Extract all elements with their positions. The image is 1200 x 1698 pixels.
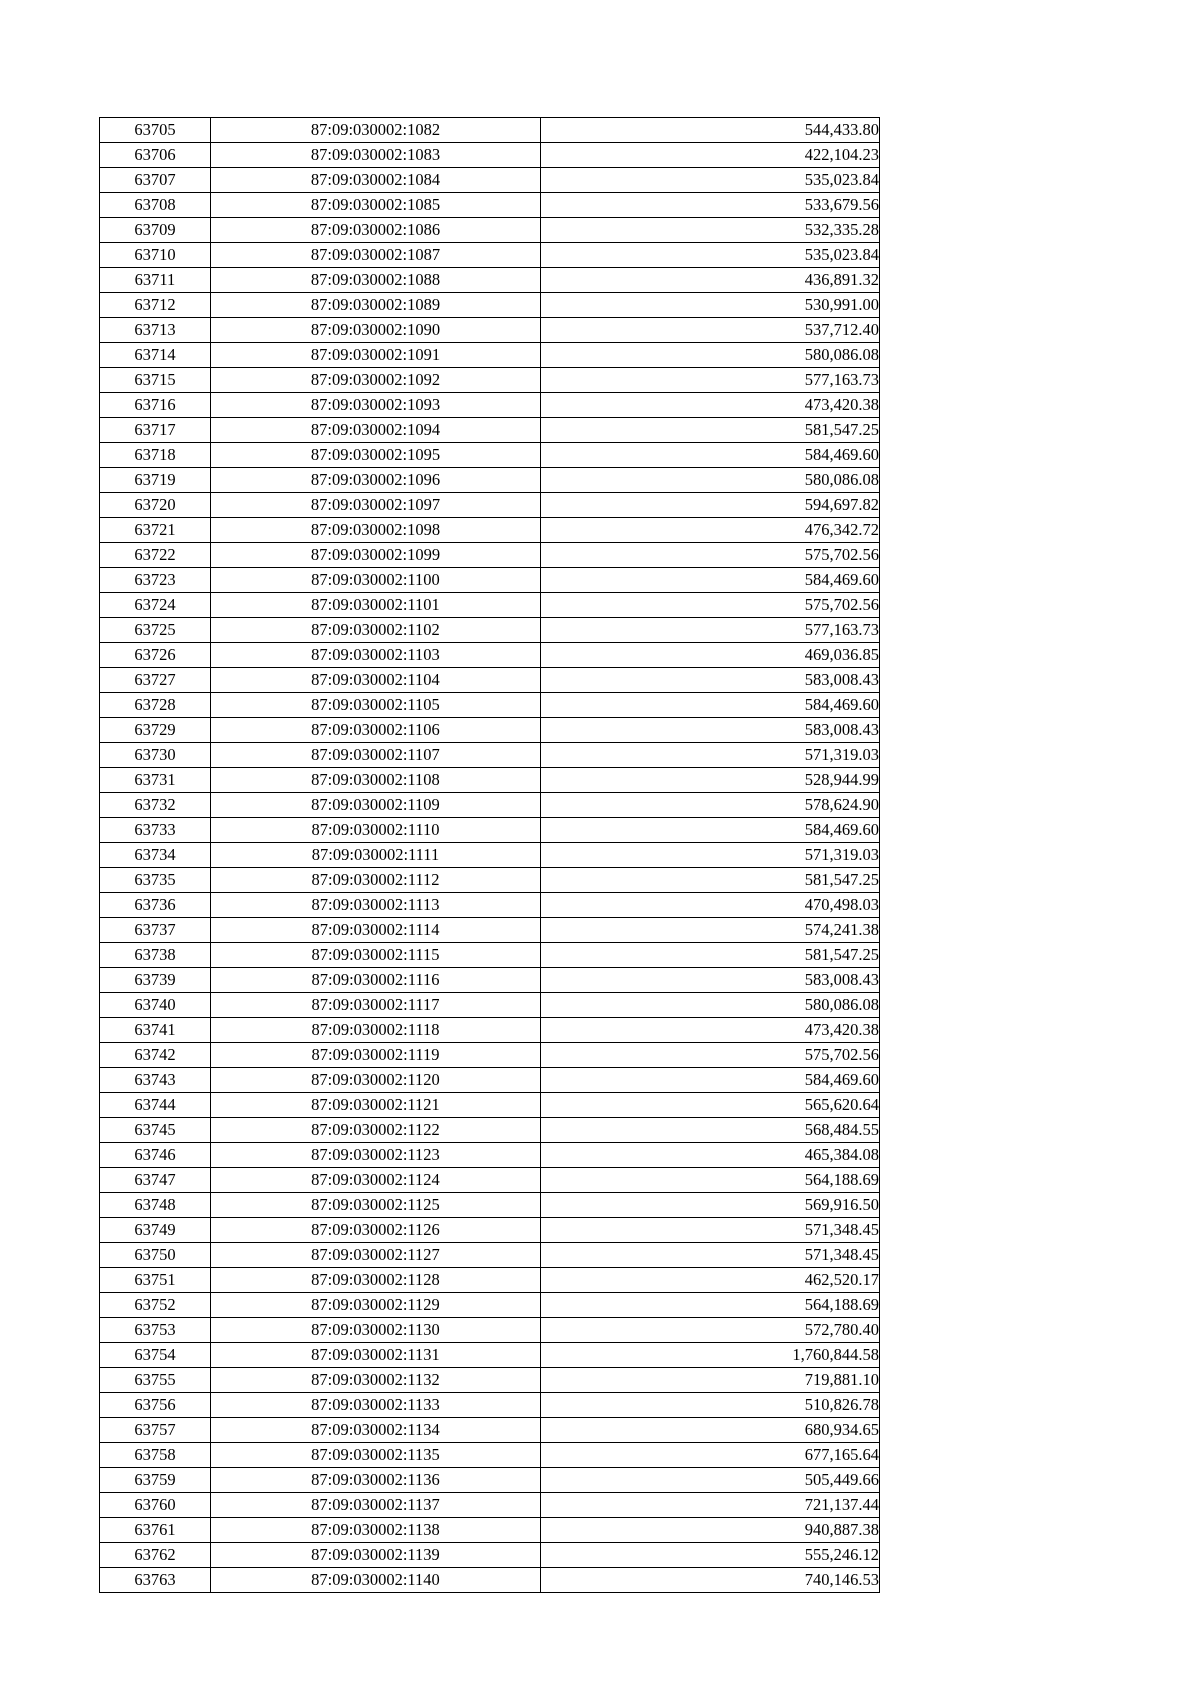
cadastral-number-cell: 87:09:030002:1140 xyxy=(211,1568,541,1593)
cadastral-number-cell: 87:09:030002:1093 xyxy=(211,393,541,418)
row-number-cell: 63705 xyxy=(100,118,211,143)
value-cell: 505,449.66 xyxy=(541,1468,880,1493)
cadastral-number-cell: 87:09:030002:1087 xyxy=(211,243,541,268)
row-number-cell: 63760 xyxy=(100,1493,211,1518)
value-cell: 571,319.03 xyxy=(541,743,880,768)
table-row xyxy=(100,1093,880,1118)
cadastral-number-cell: 87:09:030002:1112 xyxy=(211,868,541,893)
cadastral-number-cell: 87:09:030002:1135 xyxy=(211,1443,541,1468)
cadastral-number-cell: 87:09:030002:1121 xyxy=(211,1093,541,1118)
value-cell: 568,484.55 xyxy=(541,1118,880,1143)
table-row xyxy=(100,343,880,368)
row-number-cell: 63743 xyxy=(100,1068,211,1093)
row-number-cell: 63713 xyxy=(100,318,211,343)
cadastral-number-cell: 87:09:030002:1134 xyxy=(211,1418,541,1443)
table-row xyxy=(100,793,880,818)
value-cell: 571,348.45 xyxy=(541,1218,880,1243)
row-number-cell: 63714 xyxy=(100,343,211,368)
table-row xyxy=(100,1143,880,1168)
value-cell: 436,891.32 xyxy=(541,268,880,293)
value-cell: 544,433.80 xyxy=(541,118,880,143)
value-cell: 583,008.43 xyxy=(541,668,880,693)
row-number-cell: 63754 xyxy=(100,1343,211,1368)
value-cell: 535,023.84 xyxy=(541,168,880,193)
table-row xyxy=(100,818,880,843)
value-cell: 581,547.25 xyxy=(541,868,880,893)
table-row xyxy=(100,1518,880,1543)
value-cell: 584,469.60 xyxy=(541,818,880,843)
table-row xyxy=(100,118,880,143)
table-row xyxy=(100,468,880,493)
value-cell: 530,991.00 xyxy=(541,293,880,318)
cadastral-number-cell: 87:09:030002:1115 xyxy=(211,943,541,968)
value-cell: 575,702.56 xyxy=(541,1043,880,1068)
value-cell: 564,188.69 xyxy=(541,1293,880,1318)
cadastral-number-cell: 87:09:030002:1114 xyxy=(211,918,541,943)
table-row xyxy=(100,1343,880,1368)
cadastral-number-cell: 87:09:030002:1090 xyxy=(211,318,541,343)
value-cell: 680,934.65 xyxy=(541,1418,880,1443)
table-row xyxy=(100,443,880,468)
value-cell: 577,163.73 xyxy=(541,618,880,643)
value-cell: 584,469.60 xyxy=(541,1068,880,1093)
row-number-cell: 63734 xyxy=(100,843,211,868)
cadastral-number-cell: 87:09:030002:1097 xyxy=(211,493,541,518)
table-row xyxy=(100,593,880,618)
cadastral-number-cell: 87:09:030002:1088 xyxy=(211,268,541,293)
row-number-cell: 63762 xyxy=(100,1543,211,1568)
cadastral-number-cell: 87:09:030002:1105 xyxy=(211,693,541,718)
table-row xyxy=(100,868,880,893)
cadastral-number-cell: 87:09:030002:1101 xyxy=(211,593,541,618)
row-number-cell: 63708 xyxy=(100,193,211,218)
cadastral-number-cell: 87:09:030002:1109 xyxy=(211,793,541,818)
value-cell: 581,547.25 xyxy=(541,418,880,443)
table-row xyxy=(100,1393,880,1418)
row-number-cell: 63749 xyxy=(100,1218,211,1243)
value-cell: 721,137.44 xyxy=(541,1493,880,1518)
value-cell: 740,146.53 xyxy=(541,1568,880,1593)
table-row xyxy=(100,743,880,768)
value-cell: 1,760,844.58 xyxy=(541,1343,880,1368)
row-number-cell: 63746 xyxy=(100,1143,211,1168)
cadastral-number-cell: 87:09:030002:1128 xyxy=(211,1268,541,1293)
table-row xyxy=(100,1193,880,1218)
row-number-cell: 63741 xyxy=(100,1018,211,1043)
table-row xyxy=(100,1543,880,1568)
cadastral-number-cell: 87:09:030002:1104 xyxy=(211,668,541,693)
value-cell: 584,469.60 xyxy=(541,568,880,593)
value-cell: 940,887.38 xyxy=(541,1518,880,1543)
cadastral-number-cell: 87:09:030002:1136 xyxy=(211,1468,541,1493)
table-row xyxy=(100,243,880,268)
value-cell: 476,342.72 xyxy=(541,518,880,543)
table-row xyxy=(100,1418,880,1443)
cadastral-number-cell: 87:09:030002:1130 xyxy=(211,1318,541,1343)
row-number-cell: 63747 xyxy=(100,1168,211,1193)
value-cell: 465,384.08 xyxy=(541,1143,880,1168)
row-number-cell: 63756 xyxy=(100,1393,211,1418)
row-number-cell: 63757 xyxy=(100,1418,211,1443)
row-number-cell: 63718 xyxy=(100,443,211,468)
row-number-cell: 63725 xyxy=(100,618,211,643)
cadastral-number-cell: 87:09:030002:1089 xyxy=(211,293,541,318)
table-row xyxy=(100,968,880,993)
row-number-cell: 63742 xyxy=(100,1043,211,1068)
cadastral-number-cell: 87:09:030002:1120 xyxy=(211,1068,541,1093)
row-number-cell: 63722 xyxy=(100,543,211,568)
row-number-cell: 63745 xyxy=(100,1118,211,1143)
table-row xyxy=(100,618,880,643)
cadastral-number-cell: 87:09:030002:1123 xyxy=(211,1143,541,1168)
table-row xyxy=(100,1368,880,1393)
cadastral-number-cell: 87:09:030002:1139 xyxy=(211,1543,541,1568)
cadastral-number-cell: 87:09:030002:1098 xyxy=(211,518,541,543)
table-row xyxy=(100,493,880,518)
cadastral-number-cell: 87:09:030002:1125 xyxy=(211,1193,541,1218)
row-number-cell: 63706 xyxy=(100,143,211,168)
row-number-cell: 63711 xyxy=(100,268,211,293)
table-row xyxy=(100,368,880,393)
row-number-cell: 63716 xyxy=(100,393,211,418)
cadastral-number-cell: 87:09:030002:1107 xyxy=(211,743,541,768)
table-row xyxy=(100,193,880,218)
row-number-cell: 63726 xyxy=(100,643,211,668)
table-row xyxy=(100,1318,880,1343)
table-row xyxy=(100,1218,880,1243)
cadastral-number-cell: 87:09:030002:1122 xyxy=(211,1118,541,1143)
table-row xyxy=(100,268,880,293)
cadastral-number-cell: 87:09:030002:1116 xyxy=(211,968,541,993)
value-cell: 572,780.40 xyxy=(541,1318,880,1343)
cadastral-number-cell: 87:09:030002:1124 xyxy=(211,1168,541,1193)
table-row xyxy=(100,643,880,668)
row-number-cell: 63763 xyxy=(100,1568,211,1593)
value-cell: 583,008.43 xyxy=(541,718,880,743)
table-row xyxy=(100,1568,880,1593)
row-number-cell: 63759 xyxy=(100,1468,211,1493)
cadastral-number-cell: 87:09:030002:1127 xyxy=(211,1243,541,1268)
cadastral-number-cell: 87:09:030002:1132 xyxy=(211,1368,541,1393)
row-number-cell: 63731 xyxy=(100,768,211,793)
row-number-cell: 63733 xyxy=(100,818,211,843)
value-cell: 574,241.38 xyxy=(541,918,880,943)
cadastral-number-cell: 87:09:030002:1091 xyxy=(211,343,541,368)
row-number-cell: 63727 xyxy=(100,668,211,693)
row-number-cell: 63735 xyxy=(100,868,211,893)
table-row xyxy=(100,943,880,968)
table-row xyxy=(100,768,880,793)
row-number-cell: 63709 xyxy=(100,218,211,243)
row-number-cell: 63739 xyxy=(100,968,211,993)
table-row xyxy=(100,668,880,693)
table-row xyxy=(100,1468,880,1493)
value-cell: 462,520.17 xyxy=(541,1268,880,1293)
value-cell: 555,246.12 xyxy=(541,1543,880,1568)
cadastral-number-cell: 87:09:030002:1094 xyxy=(211,418,541,443)
table-row xyxy=(100,143,880,168)
cadastral-number-cell: 87:09:030002:1096 xyxy=(211,468,541,493)
table-row xyxy=(100,1118,880,1143)
cadastral-number-cell: 87:09:030002:1099 xyxy=(211,543,541,568)
row-number-cell: 63719 xyxy=(100,468,211,493)
value-cell: 537,712.40 xyxy=(541,318,880,343)
value-cell: 564,188.69 xyxy=(541,1168,880,1193)
table-row xyxy=(100,1293,880,1318)
value-cell: 528,944.99 xyxy=(541,768,880,793)
cadastral-number-cell: 87:09:030002:1092 xyxy=(211,368,541,393)
data-table xyxy=(99,117,880,1593)
table-row xyxy=(100,718,880,743)
value-cell: 469,036.85 xyxy=(541,643,880,668)
row-number-cell: 63748 xyxy=(100,1193,211,1218)
table-row xyxy=(100,293,880,318)
table-row xyxy=(100,543,880,568)
cadastral-number-cell: 87:09:030002:1111 xyxy=(211,843,541,868)
cadastral-number-cell: 87:09:030002:1117 xyxy=(211,993,541,1018)
table-row xyxy=(100,1243,880,1268)
value-cell: 510,826.78 xyxy=(541,1393,880,1418)
cadastral-number-cell: 87:09:030002:1102 xyxy=(211,618,541,643)
cadastral-number-cell: 87:09:030002:1100 xyxy=(211,568,541,593)
cadastral-number-cell: 87:09:030002:1085 xyxy=(211,193,541,218)
table-row xyxy=(100,1068,880,1093)
row-number-cell: 63753 xyxy=(100,1318,211,1343)
cadastral-number-cell: 87:09:030002:1138 xyxy=(211,1518,541,1543)
row-number-cell: 63729 xyxy=(100,718,211,743)
value-cell: 677,165.64 xyxy=(541,1443,880,1468)
row-number-cell: 63751 xyxy=(100,1268,211,1293)
cadastral-number-cell: 87:09:030002:1083 xyxy=(211,143,541,168)
cadastral-number-cell: 87:09:030002:1095 xyxy=(211,443,541,468)
row-number-cell: 63738 xyxy=(100,943,211,968)
table-row xyxy=(100,1043,880,1068)
value-cell: 584,469.60 xyxy=(541,443,880,468)
row-number-cell: 63755 xyxy=(100,1368,211,1393)
cadastral-number-cell: 87:09:030002:1084 xyxy=(211,168,541,193)
value-cell: 578,624.90 xyxy=(541,793,880,818)
table-row xyxy=(100,1018,880,1043)
value-cell: 580,086.08 xyxy=(541,468,880,493)
cadastral-number-cell: 87:09:030002:1086 xyxy=(211,218,541,243)
row-number-cell: 63721 xyxy=(100,518,211,543)
cadastral-number-cell: 87:09:030002:1129 xyxy=(211,1293,541,1318)
cadastral-number-cell: 87:09:030002:1108 xyxy=(211,768,541,793)
value-cell: 571,319.03 xyxy=(541,843,880,868)
cadastral-number-cell: 87:09:030002:1119 xyxy=(211,1043,541,1068)
row-number-cell: 63736 xyxy=(100,893,211,918)
table-row xyxy=(100,418,880,443)
value-cell: 569,916.50 xyxy=(541,1193,880,1218)
row-number-cell: 63730 xyxy=(100,743,211,768)
row-number-cell: 63717 xyxy=(100,418,211,443)
table-body xyxy=(100,118,880,1593)
cadastral-number-cell: 87:09:030002:1082 xyxy=(211,118,541,143)
cadastral-number-cell: 87:09:030002:1133 xyxy=(211,1393,541,1418)
value-cell: 583,008.43 xyxy=(541,968,880,993)
value-cell: 422,104.23 xyxy=(541,143,880,168)
value-cell: 577,163.73 xyxy=(541,368,880,393)
table-row xyxy=(100,693,880,718)
cadastral-number-cell: 87:09:030002:1110 xyxy=(211,818,541,843)
row-number-cell: 63720 xyxy=(100,493,211,518)
table-row xyxy=(100,993,880,1018)
table-row xyxy=(100,918,880,943)
row-number-cell: 63752 xyxy=(100,1293,211,1318)
row-number-cell: 63715 xyxy=(100,368,211,393)
row-number-cell: 63744 xyxy=(100,1093,211,1118)
value-cell: 473,420.38 xyxy=(541,1018,880,1043)
value-cell: 532,335.28 xyxy=(541,218,880,243)
table-row xyxy=(100,168,880,193)
value-cell: 470,498.03 xyxy=(541,893,880,918)
table-row xyxy=(100,1168,880,1193)
row-number-cell: 63761 xyxy=(100,1518,211,1543)
row-number-cell: 63732 xyxy=(100,793,211,818)
cadastral-number-cell: 87:09:030002:1113 xyxy=(211,893,541,918)
value-cell: 565,620.64 xyxy=(541,1093,880,1118)
value-cell: 571,348.45 xyxy=(541,1243,880,1268)
table-row xyxy=(100,893,880,918)
value-cell: 575,702.56 xyxy=(541,593,880,618)
row-number-cell: 63750 xyxy=(100,1243,211,1268)
value-cell: 594,697.82 xyxy=(541,493,880,518)
table-row xyxy=(100,1493,880,1518)
cadastral-number-cell: 87:09:030002:1131 xyxy=(211,1343,541,1368)
value-cell: 533,679.56 xyxy=(541,193,880,218)
table-row xyxy=(100,518,880,543)
row-number-cell: 63758 xyxy=(100,1443,211,1468)
value-cell: 719,881.10 xyxy=(541,1368,880,1393)
row-number-cell: 63724 xyxy=(100,593,211,618)
value-cell: 580,086.08 xyxy=(541,993,880,1018)
row-number-cell: 63707 xyxy=(100,168,211,193)
row-number-cell: 63723 xyxy=(100,568,211,593)
value-cell: 584,469.60 xyxy=(541,693,880,718)
row-number-cell: 63710 xyxy=(100,243,211,268)
value-cell: 473,420.38 xyxy=(541,393,880,418)
value-cell: 581,547.25 xyxy=(541,943,880,968)
cadastral-number-cell: 87:09:030002:1106 xyxy=(211,718,541,743)
cadastral-number-cell: 87:09:030002:1126 xyxy=(211,1218,541,1243)
table-row xyxy=(100,1443,880,1468)
cadastral-number-cell: 87:09:030002:1103 xyxy=(211,643,541,668)
cadastral-number-cell: 87:09:030002:1118 xyxy=(211,1018,541,1043)
value-cell: 580,086.08 xyxy=(541,343,880,368)
row-number-cell: 63728 xyxy=(100,693,211,718)
table-row xyxy=(100,218,880,243)
table-row xyxy=(100,393,880,418)
value-cell: 535,023.84 xyxy=(541,243,880,268)
table-row xyxy=(100,1268,880,1293)
table-row xyxy=(100,843,880,868)
cadastral-number-cell: 87:09:030002:1137 xyxy=(211,1493,541,1518)
row-number-cell: 63740 xyxy=(100,993,211,1018)
row-number-cell: 63737 xyxy=(100,918,211,943)
table-row xyxy=(100,318,880,343)
value-cell: 575,702.56 xyxy=(541,543,880,568)
row-number-cell: 63712 xyxy=(100,293,211,318)
table-row xyxy=(100,568,880,593)
